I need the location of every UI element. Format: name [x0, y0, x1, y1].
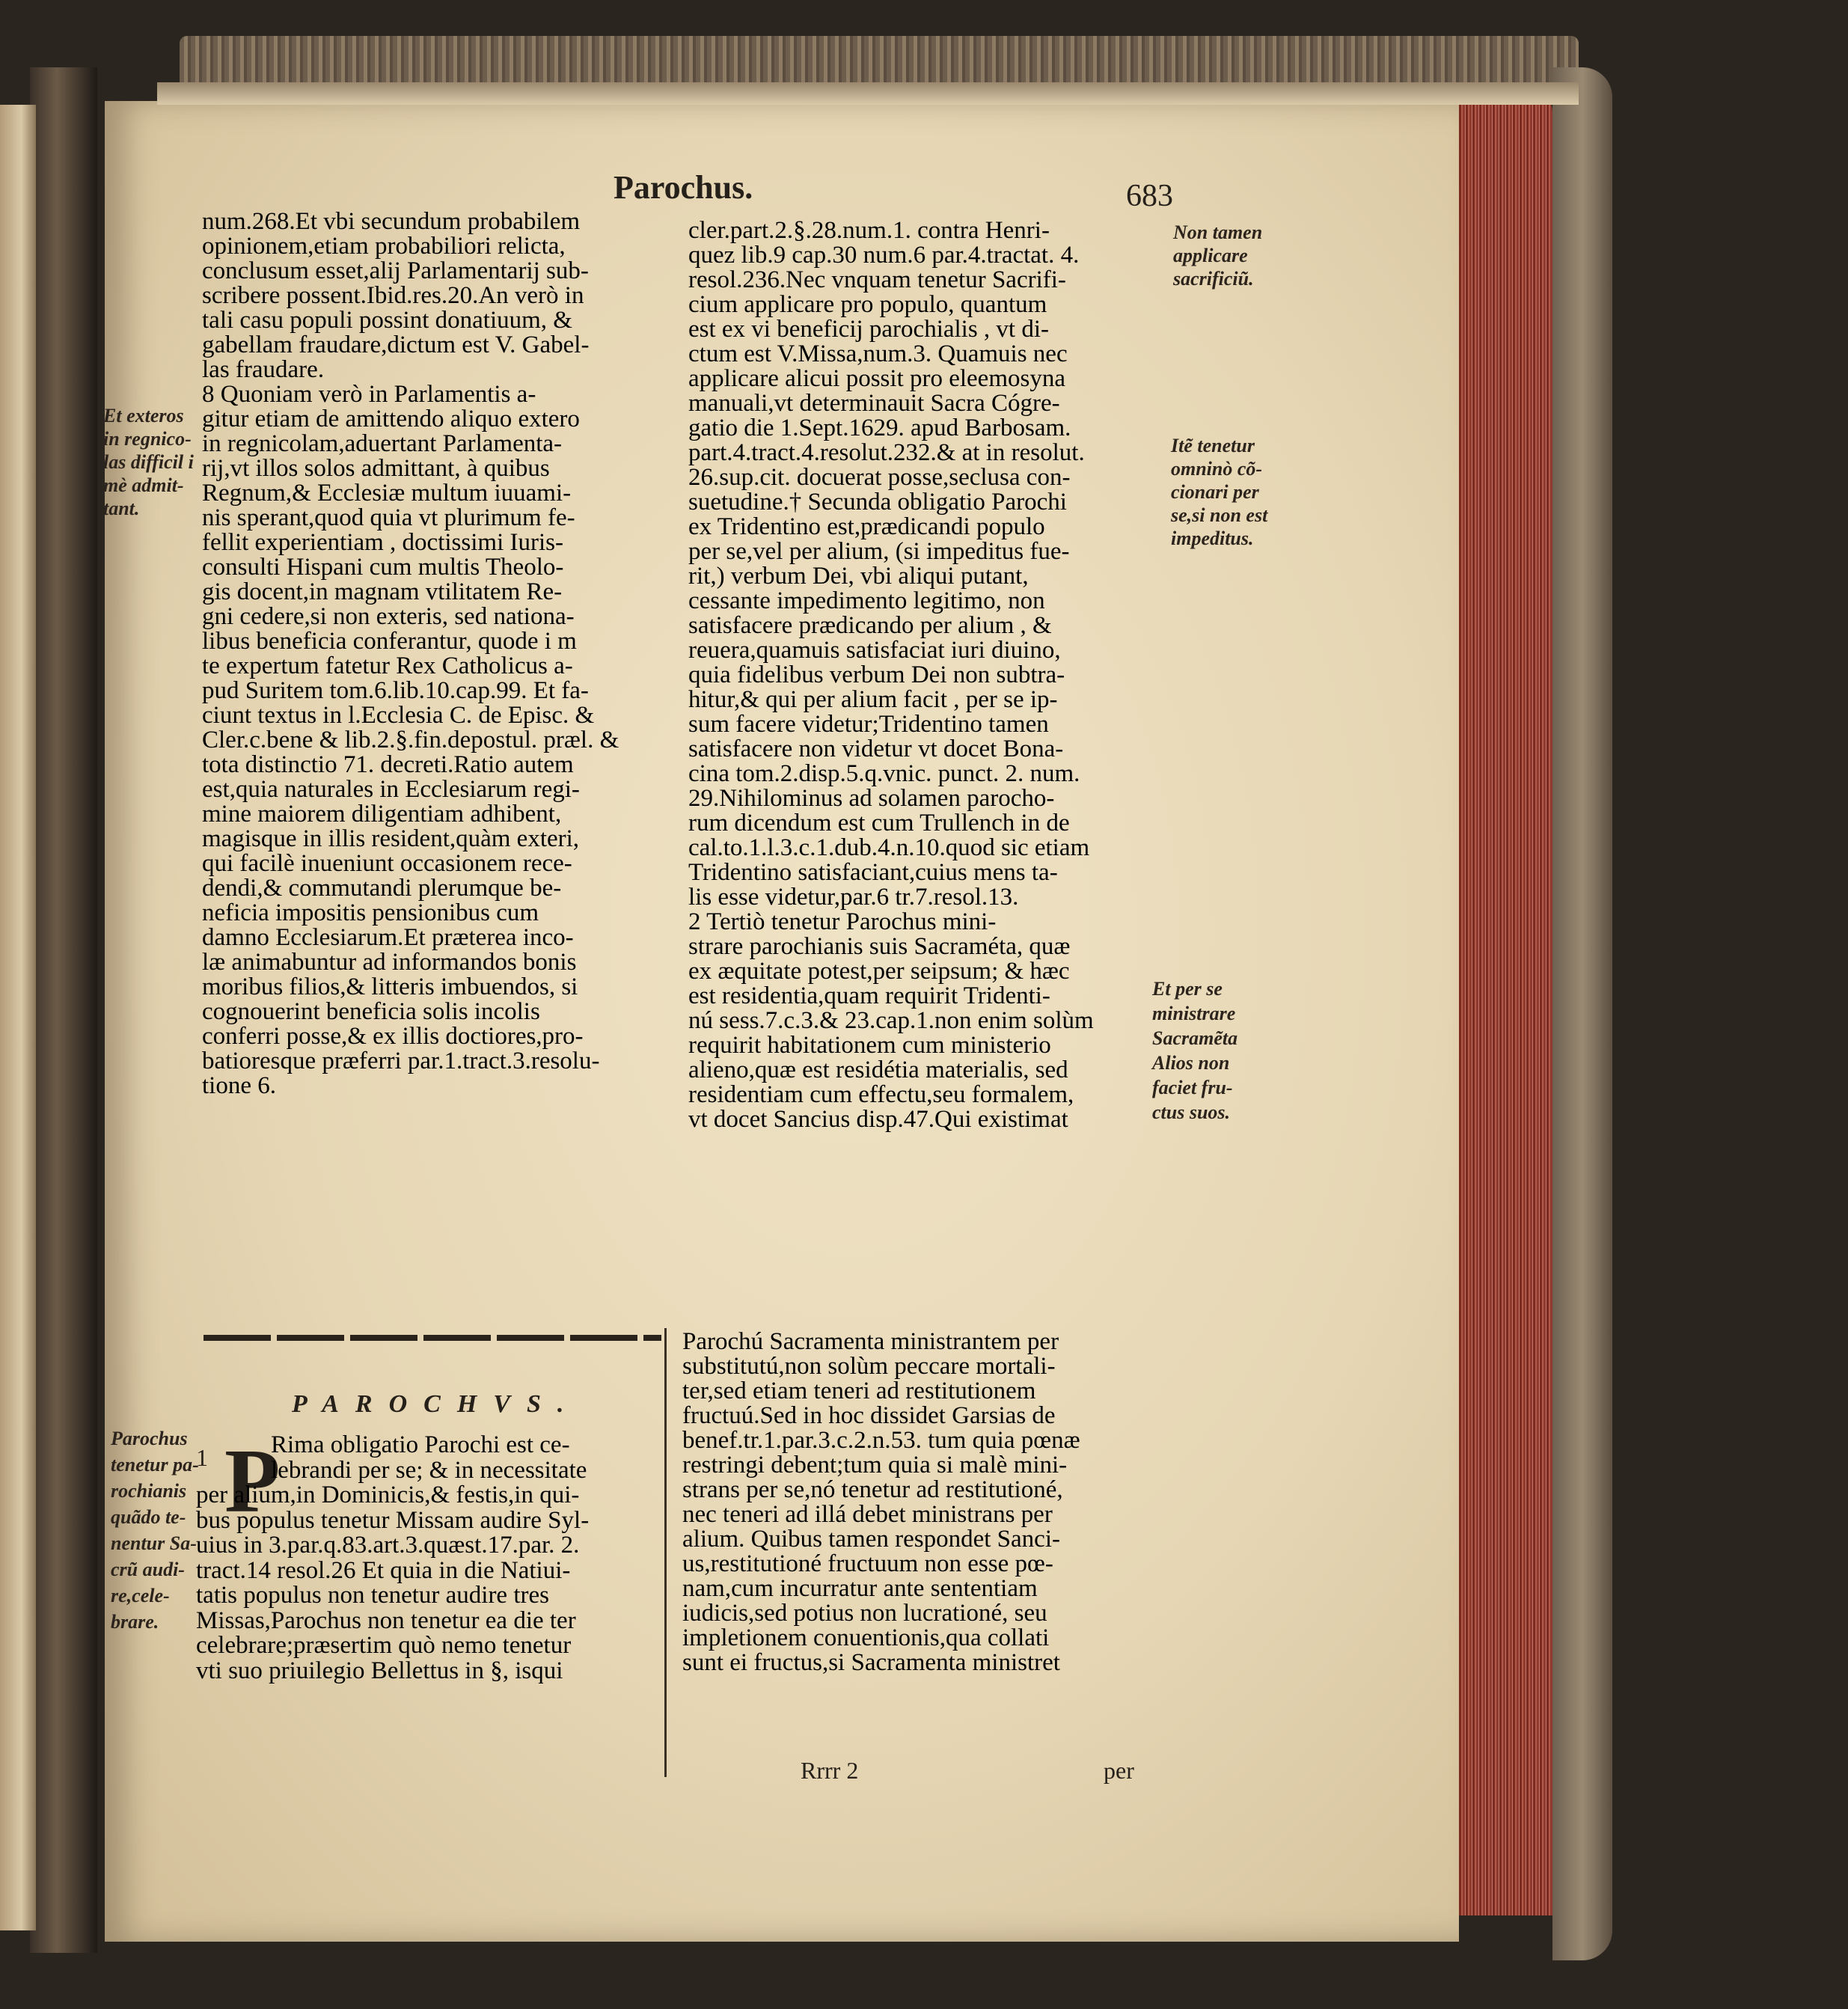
text-line: cessante impedimento legitimo, non	[688, 587, 1045, 614]
text-line: cler.part.2.§.28.num.1. contra Henri-	[688, 217, 1050, 244]
page-top-shadow	[157, 82, 1579, 105]
text-line: te expertum fatetur Rex Catholicus a-	[202, 652, 573, 679]
text-line: moribus filios,& litteris imbuendos, si	[202, 973, 578, 1000]
text-line: reuera,quamuis satisfaciat iuri diuino,	[688, 637, 1061, 664]
text-line: num.268.Et vbi secundum probabilem	[202, 208, 581, 235]
text-line: rij,vt illos solos admittant, à quibus	[202, 455, 550, 482]
text-line: qui facilè inueniunt occasionem rece-	[202, 850, 572, 877]
text-line: tione 6.	[202, 1072, 276, 1099]
signature-mark: Rrrr 2	[801, 1757, 859, 1784]
book-cover-edge	[1552, 67, 1612, 1960]
text-line: ctum est V.Missa,num.3. Quamuis nec	[688, 340, 1068, 367]
text-line: gitur etiam de amittendo aliquo extero	[202, 406, 580, 432]
margin-note-line: quãdo te-	[111, 1506, 186, 1528]
text-line: sum facere videtur;Tridentino tamen	[688, 711, 1049, 738]
margin-note-line: rochianis	[111, 1480, 187, 1502]
text-line: ter,sed etiam teneri ad restitutionem	[682, 1377, 1036, 1404]
text-line: 8 Quoniam verò in Parlamentis a-	[202, 381, 536, 408]
text-line: Regnum,& Ecclesiæ multum iuuami-	[202, 480, 572, 507]
margin-note-line: faciet fru-	[1152, 1077, 1233, 1098]
margin-note-line: Non tamen	[1173, 221, 1263, 243]
text-line: per se,vel per alium, (si impeditus fue-	[688, 538, 1070, 565]
text-line: nis sperant,quod quia vt plurimum fe-	[202, 504, 575, 531]
text-line: nec teneri ad illá debet ministrans per	[682, 1501, 1053, 1528]
text-line: cal.to.1.l.3.c.1.dub.4.n.10.quod sic etiam	[688, 834, 1090, 861]
text-line: suetudine.† Secunda obligatio Parochi	[688, 489, 1067, 516]
margin-note-line: las difficil i	[103, 451, 194, 473]
text-line: quez lib.9 cap.30 num.6 par.4.tractat. 4.	[688, 242, 1080, 269]
text-line: læ animabuntur ad informandos bonis	[202, 949, 577, 976]
text-line: hitur,& qui per alium facit , per se ip-	[688, 686, 1058, 713]
text-line: scribere possent.Ibid.res.20.An verò in	[202, 282, 584, 309]
text-line: est residentia,quam requirit Tridenti-	[688, 982, 1050, 1009]
text-line: ex Tridentino est,prædicandi populo	[688, 513, 1045, 540]
margin-note-line: in regnico-	[103, 428, 192, 450]
text-line: uius in 3.par.q.83.art.3.quæst.17.par. 2.	[196, 1532, 580, 1559]
margin-note-right-2	[1171, 434, 1267, 550]
text-line: gni cedere,si non exteris, sed nationa-	[202, 603, 575, 630]
margin-note-line: impeditus.	[1171, 528, 1254, 549]
text-line: rum dicendum est cum Trullench in de	[688, 810, 1070, 837]
text-line: tota distinctio 71. decreti.Ratio autem	[202, 751, 574, 778]
text-line: ex æquitate potest,per seipsum; & hæc	[688, 958, 1070, 985]
text-line: Tridentino satisfaciant,cuius mens ta-	[688, 859, 1058, 886]
book-gutter	[30, 67, 97, 1953]
margin-note-line: omninò cõ-	[1171, 458, 1263, 480]
text-line: requirit habitationem cum ministerio	[688, 1032, 1051, 1059]
margin-note-line: applicare	[1173, 245, 1248, 266]
left-column-top	[202, 210, 681, 1098]
margin-note-line: ctus suos.	[1152, 1101, 1231, 1123]
text-line: strans per se,nó tenetur ad restitutioné,	[682, 1476, 1063, 1503]
margin-note-line: se,si non est	[1171, 504, 1268, 526]
text-line: fructuú.Sed in hoc dissidet Garsias de	[682, 1402, 1056, 1429]
margin-note-line: mè admit-	[103, 474, 184, 496]
text-line: 2 Tertiò tenetur Parochus mini-	[688, 908, 997, 935]
text-line: damno Ecclesiarum.Et præterea inco-	[202, 924, 574, 951]
text-line: gabellam fraudare,dictum est V. Gabel-	[202, 331, 590, 358]
text-line: libus beneficia conferantur, quode i m	[202, 628, 577, 655]
left-column-bottom	[196, 1433, 682, 1684]
text-line: us,restitutioné fructuum non esse pœ-	[682, 1550, 1053, 1577]
text-line: gatio die 1.Sept.1629. apud Barbosam.	[688, 415, 1071, 441]
section-divider	[204, 1335, 661, 1341]
drop-cap: P	[224, 1431, 281, 1532]
text-line: Missas,Parochus non tenetur ea die ter	[196, 1606, 576, 1634]
text-line: celebrare;præsertim quò nemo tenetur	[196, 1632, 572, 1659]
text-line: tali casu populi possint donatiuum, &	[202, 307, 572, 334]
margin-note-right-1	[1173, 221, 1262, 290]
margin-note-line: Et exteros	[103, 405, 184, 426]
margin-note-line: nentur Sa-	[111, 1532, 197, 1554]
text-line: satisfacere prædicando per alium , &	[688, 612, 1052, 639]
text-line: vti suo priuilegio Bellettus in §, isqui	[196, 1657, 563, 1684]
red-page-edges	[1459, 90, 1552, 1915]
text-line: lis esse videtur,par.6 tr.7.resol.13.	[688, 884, 1019, 911]
margin-note-line: sacrificiũ.	[1173, 268, 1254, 290]
running-title: Parochus.	[614, 169, 753, 206]
text-line: 29.Nihilominus ad solamen parocho-	[688, 785, 1055, 812]
text-line: residentiam cum effectu,seu formalem,	[688, 1081, 1074, 1108]
text-line: alieno,quæ est residétia materialis, sed	[688, 1057, 1068, 1083]
right-column-top	[688, 218, 1167, 1132]
margin-note-line: Et per se	[1152, 978, 1223, 1000]
margin-note-line: crũ audi-	[111, 1559, 185, 1580]
text-line: conclusum esset,alij Parlamentarij sub-	[202, 257, 589, 284]
margin-note-line: Itẽ tenetur	[1171, 435, 1255, 456]
paragraph-number: 1	[196, 1444, 208, 1471]
catchword: per	[1104, 1757, 1134, 1784]
text-line: cina tom.2.disp.5.q.vnic. punct. 2. num.	[688, 760, 1080, 787]
text-line: impletionem conuentionis,qua collati	[682, 1624, 1050, 1651]
text-line: restringi debent;tum quia si malè mini-	[682, 1452, 1068, 1479]
text-line: nam,cum incurratur ante sententiam	[682, 1575, 1038, 1602]
text-line: neficia impositis pensionibus cum	[202, 899, 539, 926]
margin-note-left-1	[103, 404, 194, 520]
margin-note-line: Alios non	[1152, 1052, 1230, 1074]
text-line: est ex vi beneficij parochialis , vt di-	[688, 316, 1050, 343]
page-number: 683	[1126, 179, 1173, 213]
text-line: fellit experientiam , doctissimi Iuris-	[202, 529, 563, 556]
text-line: iudicis,sed potius non lucrationé, seu	[682, 1600, 1047, 1627]
margin-note-line: brare.	[111, 1611, 159, 1633]
right-column-bottom	[682, 1330, 1169, 1675]
text-line: opinionem,etiam probabiliori relicta,	[202, 233, 566, 260]
text-line: resol.236.Nec vnquam tenetur Sacrifi-	[688, 266, 1066, 293]
margin-note-line: tant.	[103, 498, 140, 519]
text-line: las fraudare.	[202, 356, 325, 383]
section-heading: PAROCHVS.	[292, 1390, 581, 1418]
text-line: per alium,in Dominicis,& festis,in qui-	[196, 1481, 580, 1508]
text-line: part.4.tract.4.resolut.232.& at in resolut.	[688, 439, 1085, 466]
text-line: gis docent,in magnam vtilitatem Re-	[202, 578, 563, 605]
text-line: consulti Hispani cum multis Theolo-	[202, 554, 564, 581]
text-line: manuali,vt determinauit Sacra Cógre-	[688, 390, 1060, 417]
text-line: bus populus tenetur Missam audire Syl-	[196, 1506, 590, 1534]
text-line: pud Suritem tom.6.lib.10.cap.99. Et fa-	[202, 677, 589, 704]
text-line: alium. Quibus tamen respondet Sanci-	[682, 1526, 1060, 1553]
margin-note-right-3	[1152, 976, 1237, 1125]
text-line: substitutú,non solùm peccare mortali-	[682, 1353, 1056, 1380]
text-line: dendi,& commutandi plerumque be-	[202, 875, 562, 902]
text-line: cium applicare pro populo, quantum	[688, 291, 1047, 318]
margin-note-line: Parochus	[111, 1428, 188, 1449]
margin-note-line: tenetur pa-	[111, 1454, 199, 1476]
text-line: satisfacere non videtur vt docet Bona-	[688, 736, 1064, 762]
text-line: lebrandi per se; & in necessitate	[271, 1456, 587, 1484]
text-line: batioresque præferri par.1.tract.3.resolu-	[202, 1048, 600, 1074]
text-line: applicare alicui possit pro eleemosyna	[688, 365, 1065, 392]
text-line: sunt ei fructus,si Sacramenta ministret	[682, 1649, 1060, 1676]
text-line: Cler.c.bene & lib.2.§.fin.depostul. præl. &	[202, 727, 619, 753]
text-line: tract.14 resol.26 Et quia in die Natiui-	[196, 1556, 571, 1584]
text-line: conferri posse,& ex illis doctiores,pro-	[202, 1023, 584, 1050]
text-line: est,quia naturales in Ecclesiarum regi-	[202, 776, 580, 803]
text-line: Parochú Sacramenta ministrantem per	[682, 1328, 1059, 1355]
margin-note-line: Sacramẽta	[1152, 1027, 1238, 1049]
text-line: nú sess.7.c.3.& 23.cap.1.non enim solùm	[688, 1007, 1094, 1034]
text-line: tatis populus non tenetur audire tres	[196, 1582, 549, 1609]
text-line: Rima obligatio Parochi est ce-	[271, 1431, 570, 1458]
text-line: ciunt textus in l.Ecclesia C. de Episc. &	[202, 702, 595, 729]
text-line: rit,) verbum Dei, vbi aliqui putant,	[688, 563, 1029, 590]
margin-note-line: cionari per	[1171, 481, 1259, 503]
margin-note-line: re,cele-	[111, 1585, 170, 1606]
text-line: in regnicolam,aduertant Parlamenta-	[202, 430, 563, 457]
text-line: cognouerint beneficia solis incolis	[202, 998, 540, 1025]
left-page-edge	[0, 105, 36, 1930]
text-line: mine maiorem diligentiam adhibent,	[202, 801, 562, 828]
margin-note-left-2	[111, 1425, 199, 1635]
text-line: benef.tr.1.par.3.c.2.n.53. tum quia pœnæ	[682, 1427, 1080, 1454]
margin-note-line: ministrare	[1152, 1003, 1236, 1024]
text-line: 26.sup.cit. docuerat posse,seclusa con-	[688, 464, 1071, 491]
text-line: magisque in illis resident,quàm exteri,	[202, 825, 580, 852]
text-line: strare parochianis suis Sacraméta, quæ	[688, 933, 1071, 960]
text-line: quia fidelibus verbum Dei non subtra-	[688, 661, 1065, 688]
text-line: vt docet Sancius disp.47.Qui existimat	[688, 1106, 1068, 1133]
